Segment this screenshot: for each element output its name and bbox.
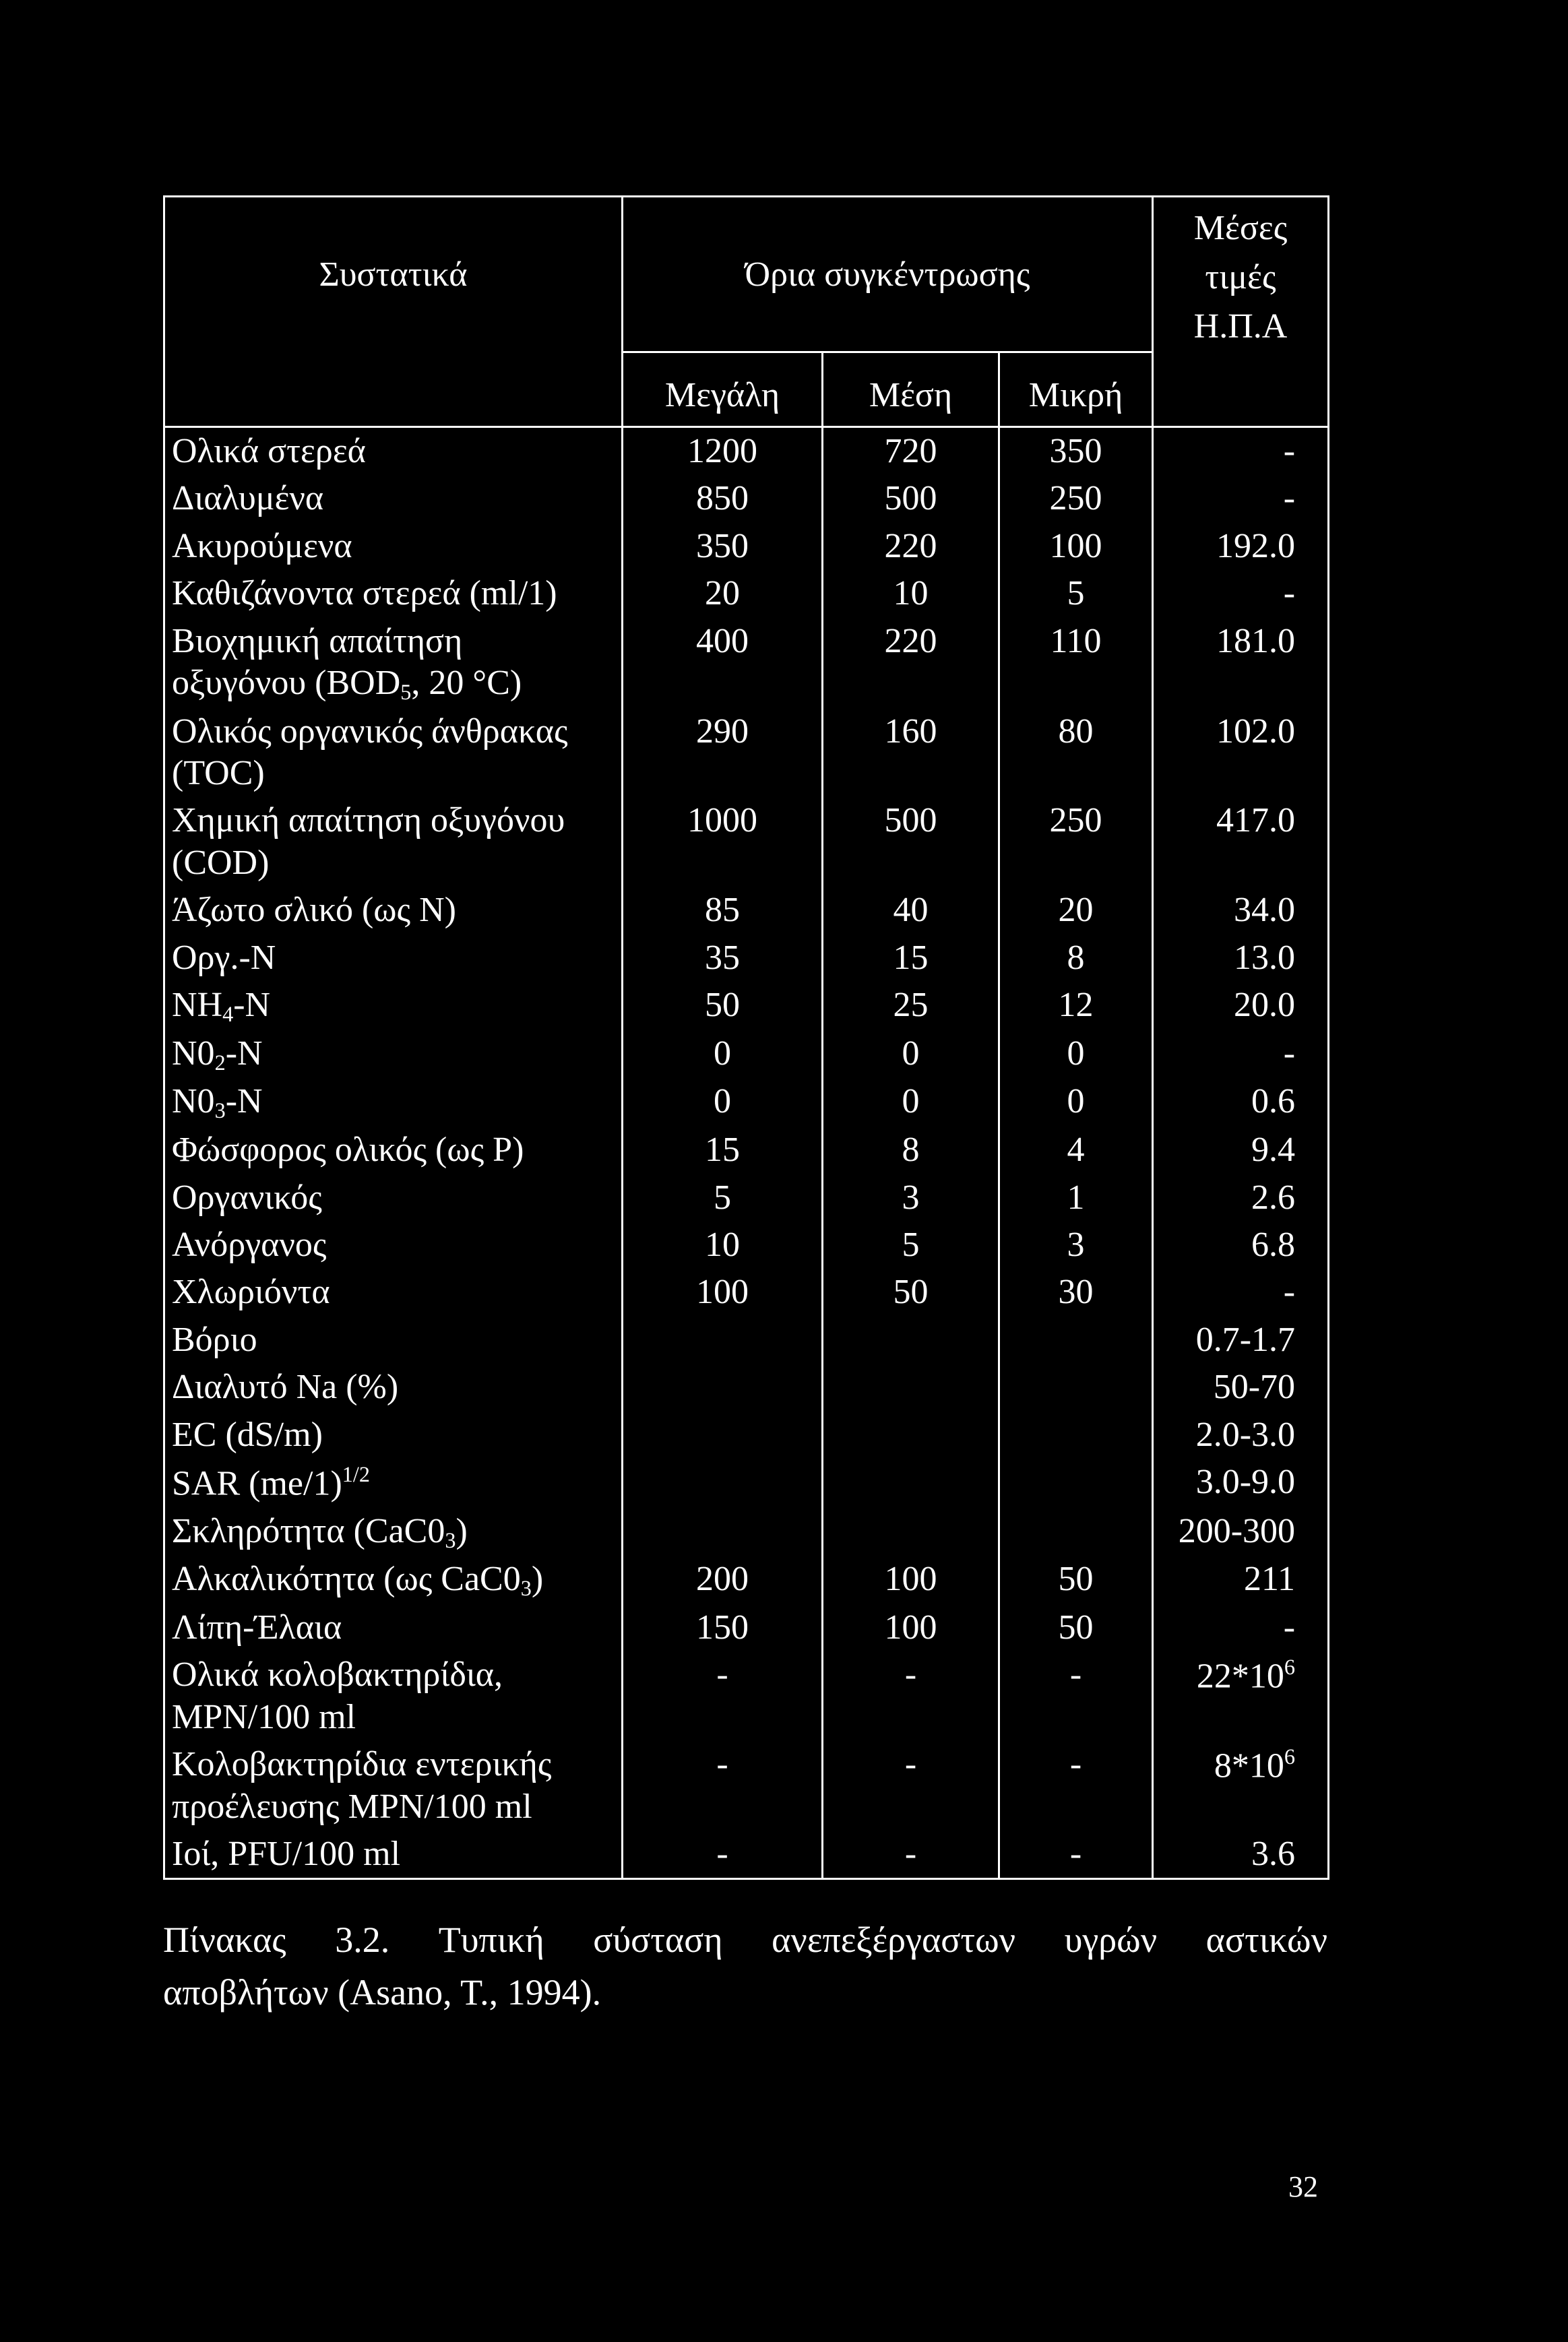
component-name: Χημική απαίτηση οξυγόνου (COD)	[164, 797, 623, 887]
table-row	[164, 1831, 1329, 1879]
table-row	[164, 1556, 1329, 1604]
table-row	[164, 1269, 1329, 1316]
header-small: Μικρή	[999, 352, 1153, 427]
value-medium: 15	[823, 935, 999, 982]
value-small: 350	[999, 427, 1153, 476]
value-large: 15	[623, 1127, 823, 1174]
value-large: 290	[623, 708, 823, 798]
value-us-average: 2.0-3.0	[1153, 1412, 1329, 1459]
value-medium: 720	[823, 427, 999, 476]
table-row	[164, 1127, 1329, 1174]
value-us-average: 2.6	[1153, 1174, 1329, 1222]
value-medium: 25	[823, 982, 999, 1030]
value-small: 3	[999, 1222, 1153, 1269]
component-name: Αλκαλικότητα (ως $CaC0_3$)	[164, 1556, 623, 1604]
component-name: Οργ.-Ν	[164, 935, 623, 982]
value-medium: 100	[823, 1556, 999, 1604]
value-medium: -	[823, 1741, 999, 1831]
value-small: -	[999, 1741, 1153, 1831]
value-us-average: 0.6	[1153, 1078, 1329, 1127]
table-row	[164, 1222, 1329, 1269]
value-medium	[823, 1412, 999, 1459]
value-large: 0	[623, 1078, 823, 1127]
value-medium: -	[823, 1831, 999, 1879]
header-medium: Μέση	[823, 352, 999, 427]
value-small: 5	[999, 570, 1153, 617]
value-small	[999, 1459, 1153, 1508]
component-name: Ανόργανος	[164, 1222, 623, 1269]
table-row	[164, 1604, 1329, 1651]
value-us-average: 6.8	[1153, 1222, 1329, 1269]
value-small: 8	[999, 935, 1153, 982]
header-concentration-limits: Όρια συγκέντρωσης	[623, 197, 1153, 352]
table-row	[164, 1030, 1329, 1079]
component-name: Καθιζάνοντα στερεά (ml/1)	[164, 570, 623, 617]
value-large: 0	[623, 1030, 823, 1079]
value-large	[623, 1508, 823, 1556]
component-name: Διαλυτό Na (%)	[164, 1364, 623, 1411]
value-medium	[823, 1459, 999, 1508]
value-us-average: 0.7-1.7	[1153, 1317, 1329, 1364]
table-row	[164, 1412, 1329, 1459]
component-name: Σκληρότητα $(CaC0_3)$	[164, 1508, 623, 1556]
value-small: 0	[999, 1078, 1153, 1127]
component-name: Ολικά κολοβακτηρίδια, MPN/100 ml	[164, 1651, 623, 1741]
table-row	[164, 1651, 1329, 1741]
component-name: $NH_4-N$	[164, 982, 623, 1030]
table-row	[164, 523, 1329, 570]
value-medium: 50	[823, 1269, 999, 1316]
value-small: 250	[999, 797, 1153, 887]
value-us-average: $22*10^6$	[1153, 1651, 1329, 1741]
header-large: Μεγάλη	[623, 352, 823, 427]
value-large	[623, 1364, 823, 1411]
value-small: 1	[999, 1174, 1153, 1222]
value-us-average: 200-300	[1153, 1508, 1329, 1556]
value-us-average: 192.0	[1153, 523, 1329, 570]
component-name: EC (dS/m)	[164, 1412, 623, 1459]
value-us-average: -	[1153, 1269, 1329, 1316]
value-large: 400	[623, 618, 823, 708]
value-medium: 8	[823, 1127, 999, 1174]
value-medium: 160	[823, 708, 999, 798]
value-medium: 500	[823, 797, 999, 887]
value-us-average: -	[1153, 1030, 1329, 1079]
value-large: 350	[623, 523, 823, 570]
value-small: 100	[999, 523, 1153, 570]
table-row	[164, 475, 1329, 522]
value-us-average: -	[1153, 427, 1329, 476]
value-large: -	[623, 1741, 823, 1831]
table-row	[164, 1364, 1329, 1411]
value-medium: 220	[823, 523, 999, 570]
caption-word: Τυπική	[438, 1920, 544, 1960]
value-us-average: 211	[1153, 1556, 1329, 1604]
value-small	[999, 1412, 1153, 1459]
table-row	[164, 1078, 1329, 1127]
table-row	[164, 1317, 1329, 1364]
table-caption	[163, 1913, 1327, 2019]
value-medium: 10	[823, 570, 999, 617]
value-medium: 100	[823, 1604, 999, 1651]
value-us-average: -	[1153, 475, 1329, 522]
value-small: 4	[999, 1127, 1153, 1174]
component-name: Άζωτο σλικό (ως Ν)	[164, 887, 623, 934]
value-us-average: 9.4	[1153, 1127, 1329, 1174]
value-large: 35	[623, 935, 823, 982]
table-row	[164, 1741, 1329, 1831]
value-small: 50	[999, 1556, 1153, 1604]
value-small: 0	[999, 1030, 1153, 1079]
value-us-average: 13.0	[1153, 935, 1329, 982]
caption-word: αστικών	[1205, 1920, 1327, 1960]
value-large: 150	[623, 1604, 823, 1651]
table-row	[164, 1508, 1329, 1556]
value-us-average: 34.0	[1153, 887, 1329, 934]
value-us-average: 3.6	[1153, 1831, 1329, 1879]
value-small: 30	[999, 1269, 1153, 1316]
table-row	[164, 887, 1329, 934]
value-large: 20	[623, 570, 823, 617]
composition-table	[163, 195, 1329, 1880]
value-large: 850	[623, 475, 823, 522]
value-large	[623, 1459, 823, 1508]
caption-word: Πίνακας	[163, 1920, 286, 1960]
value-small	[999, 1317, 1153, 1364]
table-body	[164, 427, 1329, 1879]
value-medium	[823, 1364, 999, 1411]
caption-word: ανεπεξέργαστων	[772, 1920, 1016, 1960]
table-row	[164, 708, 1329, 798]
value-medium	[823, 1317, 999, 1364]
value-small: 80	[999, 708, 1153, 798]
table-row	[164, 427, 1329, 476]
value-medium: 3	[823, 1174, 999, 1222]
component-name: Οργανικός	[164, 1174, 623, 1222]
value-large: -	[623, 1831, 823, 1879]
value-us-average: -	[1153, 1604, 1329, 1651]
value-small: 20	[999, 887, 1153, 934]
component-name: Ακυρούμενα	[164, 523, 623, 570]
table-row	[164, 797, 1329, 887]
value-small: -	[999, 1831, 1153, 1879]
value-us-average: 3.0-9.0	[1153, 1459, 1329, 1508]
component-name: Λίπη-Έλαια	[164, 1604, 623, 1651]
value-large	[623, 1412, 823, 1459]
value-small	[999, 1364, 1153, 1411]
value-small: 110	[999, 618, 1153, 708]
value-large: 1200	[623, 427, 823, 476]
value-large: 50	[623, 982, 823, 1030]
value-large: 100	[623, 1269, 823, 1316]
caption-word: υγρών	[1064, 1920, 1158, 1960]
component-name: Φώσφορος ολικός (ως P)	[164, 1127, 623, 1174]
value-us-average: 417.0	[1153, 797, 1329, 887]
table-row	[164, 1459, 1329, 1508]
value-small: -	[999, 1651, 1153, 1741]
component-name: Ολικός οργανικός άνθρακας (TOC)	[164, 708, 623, 798]
value-large	[623, 1317, 823, 1364]
value-us-average: $8*10^6$	[1153, 1741, 1329, 1831]
value-us-average: 102.0	[1153, 708, 1329, 798]
value-large: 85	[623, 887, 823, 934]
value-large: -	[623, 1651, 823, 1741]
component-name: $N0_3-N$	[164, 1078, 623, 1127]
component-name: $N0_2-N$	[164, 1030, 623, 1079]
component-name: Κολοβακτηρίδια εντερικής προέλευσης MPN/100 ml	[164, 1741, 623, 1831]
value-small	[999, 1508, 1153, 1556]
value-medium	[823, 1508, 999, 1556]
caption-line-1	[163, 1913, 1327, 1966]
table-row	[164, 618, 1329, 708]
caption-word: 3.2.	[335, 1920, 390, 1960]
value-medium: -	[823, 1651, 999, 1741]
value-medium: 220	[823, 618, 999, 708]
value-medium: 500	[823, 475, 999, 522]
component-name: Ιοί, PFU/100 ml	[164, 1831, 623, 1879]
value-us-average: 50-70	[1153, 1364, 1329, 1411]
component-name: Διαλυμένα	[164, 475, 623, 522]
component-name: Χλωριόντα	[164, 1269, 623, 1316]
value-large: 200	[623, 1556, 823, 1604]
component-name: Βιοχημική απαίτηση οξυγόνου ($BOD_5$, 20 °C)	[164, 618, 623, 708]
value-medium: 0	[823, 1078, 999, 1127]
value-small: 50	[999, 1604, 1153, 1651]
caption-line-2: αποβλήτων (Asano, T., 1994).	[163, 1972, 602, 2013]
value-medium: 40	[823, 887, 999, 934]
value-large: 10	[623, 1222, 823, 1269]
value-small: 250	[999, 475, 1153, 522]
page-number: 32	[1288, 2170, 1318, 2203]
header-components: Συστατικά	[164, 197, 623, 427]
component-name: SAR $(me/1)^{1/2}$	[164, 1459, 623, 1508]
value-us-average: -	[1153, 570, 1329, 617]
table-row	[164, 982, 1329, 1030]
table-row	[164, 570, 1329, 617]
header-us-average: Μέσες τιμές Η.Π.Α	[1153, 197, 1329, 427]
value-medium: 0	[823, 1030, 999, 1079]
table-row	[164, 1174, 1329, 1222]
value-large: 1000	[623, 797, 823, 887]
value-us-average: 20.0	[1153, 982, 1329, 1030]
value-large: 5	[623, 1174, 823, 1222]
value-us-average: 181.0	[1153, 618, 1329, 708]
caption-word: σύσταση	[593, 1920, 723, 1960]
value-small: 12	[999, 982, 1153, 1030]
component-name: Βόριο	[164, 1317, 623, 1364]
table-row	[164, 935, 1329, 982]
component-name: Ολικά στερεά	[164, 427, 623, 476]
value-medium: 5	[823, 1222, 999, 1269]
